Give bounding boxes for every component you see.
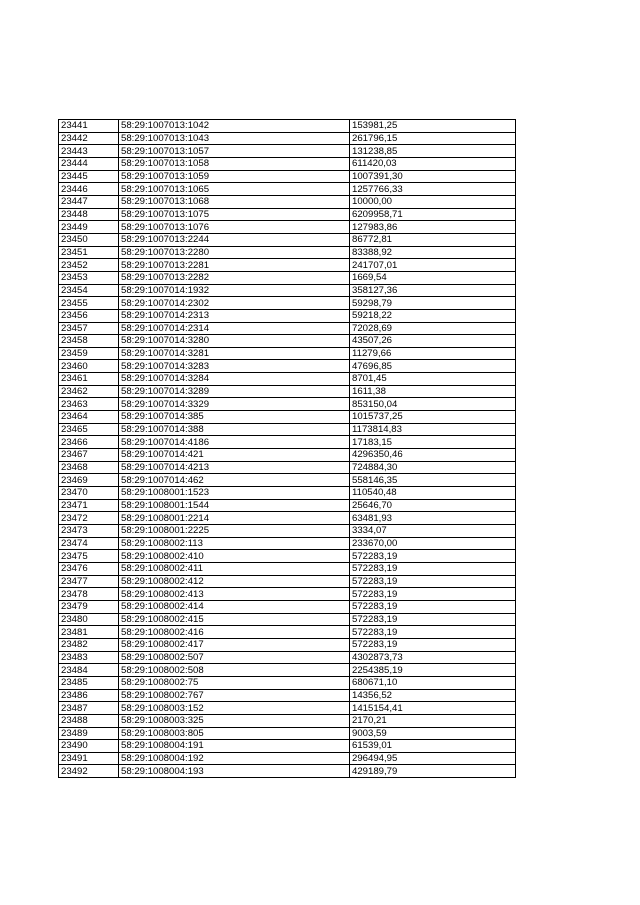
row-number-cell: 23451 <box>59 246 119 259</box>
table-row <box>59 740 516 753</box>
value-cell: 153981,25 <box>350 120 516 133</box>
cadastral-number-cell: 58:29:1007014:4213 <box>119 461 350 474</box>
value-cell: 572283,19 <box>350 600 516 613</box>
row-number-cell: 23445 <box>59 170 119 183</box>
row-number-cell: 23481 <box>59 626 119 639</box>
value-cell: 6209958,71 <box>350 208 516 221</box>
row-number-cell: 23486 <box>59 689 119 702</box>
row-number-cell: 23448 <box>59 208 119 221</box>
row-number-cell: 23473 <box>59 525 119 538</box>
cadastral-number-cell: 58:29:1008002:413 <box>119 588 350 601</box>
table-row <box>59 208 516 221</box>
row-number-cell: 23488 <box>59 714 119 727</box>
table-row <box>59 449 516 462</box>
cadastral-number-cell: 58:29:1008002:411 <box>119 562 350 575</box>
value-cell: 4296350,46 <box>350 449 516 462</box>
value-cell: 1173814,83 <box>350 423 516 436</box>
value-cell: 558146,35 <box>350 474 516 487</box>
table-row <box>59 183 516 196</box>
value-cell: 1669,54 <box>350 271 516 284</box>
data-table <box>58 119 516 778</box>
row-number-cell: 23482 <box>59 638 119 651</box>
table-row <box>59 259 516 272</box>
cadastral-number-cell: 58:29:1007014:462 <box>119 474 350 487</box>
cadastral-number-cell: 58:29:1007013:2280 <box>119 246 350 259</box>
value-cell: 853150,04 <box>350 398 516 411</box>
row-number-cell: 23446 <box>59 183 119 196</box>
row-number-cell: 23469 <box>59 474 119 487</box>
row-number-cell: 23491 <box>59 752 119 765</box>
table-row <box>59 195 516 208</box>
cadastral-number-cell: 58:29:1008002:410 <box>119 550 350 563</box>
value-cell: 72028,69 <box>350 322 516 335</box>
row-number-cell: 23476 <box>59 562 119 575</box>
value-cell: 59298,79 <box>350 297 516 310</box>
cadastral-number-cell: 58:29:1007014:3289 <box>119 385 350 398</box>
value-cell: 611420,03 <box>350 157 516 170</box>
value-cell: 1415154,41 <box>350 702 516 715</box>
cadastral-number-cell: 58:29:1008004:193 <box>119 765 350 778</box>
cadastral-number-cell: 58:29:1007013:1076 <box>119 221 350 234</box>
value-cell: 1015737,25 <box>350 411 516 424</box>
row-number-cell: 23452 <box>59 259 119 272</box>
row-number-cell: 23457 <box>59 322 119 335</box>
value-cell: 61539,01 <box>350 740 516 753</box>
table-row <box>59 411 516 424</box>
cadastral-number-cell: 58:29:1007013:1068 <box>119 195 350 208</box>
table-row <box>59 765 516 778</box>
value-cell: 83388,92 <box>350 246 516 259</box>
value-cell: 47696,85 <box>350 360 516 373</box>
row-number-cell: 23478 <box>59 588 119 601</box>
table-row <box>59 436 516 449</box>
cadastral-number-cell: 58:29:1007014:3280 <box>119 335 350 348</box>
cadastral-number-cell: 58:29:1008002:75 <box>119 676 350 689</box>
value-cell: 1007391,30 <box>350 170 516 183</box>
value-cell: 429189,79 <box>350 765 516 778</box>
value-cell: 86772,81 <box>350 233 516 246</box>
value-cell: 358127,36 <box>350 284 516 297</box>
table-row <box>59 284 516 297</box>
table-row <box>59 335 516 348</box>
cadastral-number-cell: 58:29:1007014:388 <box>119 423 350 436</box>
row-number-cell: 23454 <box>59 284 119 297</box>
row-number-cell: 23484 <box>59 664 119 677</box>
cadastral-number-cell: 58:29:1008001:1523 <box>119 487 350 500</box>
row-number-cell: 23480 <box>59 613 119 626</box>
table-row <box>59 297 516 310</box>
table-row <box>59 588 516 601</box>
row-number-cell: 23472 <box>59 512 119 525</box>
table-row <box>59 676 516 689</box>
cadastral-number-cell: 58:29:1008001:2225 <box>119 525 350 538</box>
row-number-cell: 23477 <box>59 575 119 588</box>
cadastral-number-cell: 58:29:1007014:3284 <box>119 373 350 386</box>
cadastral-number-cell: 58:29:1008002:113 <box>119 537 350 550</box>
table-row <box>59 487 516 500</box>
cadastral-number-cell: 58:29:1007013:2282 <box>119 271 350 284</box>
value-cell: 63481,93 <box>350 512 516 525</box>
value-cell: 261796,15 <box>350 132 516 145</box>
value-cell: 2254385,19 <box>350 664 516 677</box>
value-cell: 17183,15 <box>350 436 516 449</box>
value-cell: 3334,07 <box>350 525 516 538</box>
value-cell: 572283,19 <box>350 550 516 563</box>
table-row <box>59 499 516 512</box>
cadastral-number-cell: 58:29:1008002:417 <box>119 638 350 651</box>
value-cell: 4302873,73 <box>350 651 516 664</box>
table-row <box>59 664 516 677</box>
table-row <box>59 575 516 588</box>
cadastral-number-cell: 58:29:1007013:1065 <box>119 183 350 196</box>
table-row <box>59 752 516 765</box>
cadastral-number-cell: 58:29:1007013:1058 <box>119 157 350 170</box>
table-row <box>59 170 516 183</box>
row-number-cell: 23464 <box>59 411 119 424</box>
cadastral-number-cell: 58:29:1007013:1057 <box>119 145 350 158</box>
table-row <box>59 322 516 335</box>
row-number-cell: 23465 <box>59 423 119 436</box>
row-number-cell: 23468 <box>59 461 119 474</box>
value-cell: 9003,59 <box>350 727 516 740</box>
table-row <box>59 474 516 487</box>
table-row <box>59 373 516 386</box>
table-row <box>59 347 516 360</box>
table-row <box>59 461 516 474</box>
row-number-cell: 23449 <box>59 221 119 234</box>
row-number-cell: 23492 <box>59 765 119 778</box>
cadastral-number-cell: 58:29:1007014:1932 <box>119 284 350 297</box>
value-cell: 572283,19 <box>350 562 516 575</box>
row-number-cell: 23466 <box>59 436 119 449</box>
row-number-cell: 23474 <box>59 537 119 550</box>
table-row <box>59 525 516 538</box>
row-number-cell: 23462 <box>59 385 119 398</box>
value-cell: 572283,19 <box>350 626 516 639</box>
row-number-cell: 23441 <box>59 120 119 133</box>
value-cell: 572283,19 <box>350 588 516 601</box>
value-cell: 10000,00 <box>350 195 516 208</box>
value-cell: 8701,45 <box>350 373 516 386</box>
table-row <box>59 157 516 170</box>
value-cell: 241707,01 <box>350 259 516 272</box>
cadastral-number-cell: 58:29:1007014:2313 <box>119 309 350 322</box>
table-row <box>59 360 516 373</box>
row-number-cell: 23487 <box>59 702 119 715</box>
cadastral-number-cell: 58:29:1008001:1544 <box>119 499 350 512</box>
row-number-cell: 23461 <box>59 373 119 386</box>
cadastral-number-cell: 58:29:1007014:3283 <box>119 360 350 373</box>
cadastral-number-cell: 58:29:1008002:508 <box>119 664 350 677</box>
row-number-cell: 23485 <box>59 676 119 689</box>
row-number-cell: 23489 <box>59 727 119 740</box>
value-cell: 572283,19 <box>350 613 516 626</box>
row-number-cell: 23455 <box>59 297 119 310</box>
value-cell: 724884,30 <box>350 461 516 474</box>
table-row <box>59 550 516 563</box>
value-cell: 572283,19 <box>350 638 516 651</box>
row-number-cell: 23475 <box>59 550 119 563</box>
value-cell: 14356,52 <box>350 689 516 702</box>
table-row <box>59 689 516 702</box>
cadastral-number-cell: 58:29:1008002:412 <box>119 575 350 588</box>
cadastral-number-cell: 58:29:1007013:1043 <box>119 132 350 145</box>
cadastral-number-cell: 58:29:1007014:3281 <box>119 347 350 360</box>
table-row <box>59 145 516 158</box>
row-number-cell: 23463 <box>59 398 119 411</box>
cadastral-number-cell: 58:29:1007014:4186 <box>119 436 350 449</box>
value-cell: 131238,85 <box>350 145 516 158</box>
row-number-cell: 23483 <box>59 651 119 664</box>
table-row <box>59 537 516 550</box>
row-number-cell: 23490 <box>59 740 119 753</box>
value-cell: 11279,66 <box>350 347 516 360</box>
cadastral-number-cell: 58:29:1007014:3329 <box>119 398 350 411</box>
table-row <box>59 385 516 398</box>
value-cell: 1611,38 <box>350 385 516 398</box>
cadastral-number-cell: 58:29:1007014:421 <box>119 449 350 462</box>
table-row <box>59 562 516 575</box>
row-number-cell: 23456 <box>59 309 119 322</box>
table-body <box>59 120 516 778</box>
table-row <box>59 221 516 234</box>
value-cell: 680671,10 <box>350 676 516 689</box>
table-row <box>59 626 516 639</box>
table-row <box>59 600 516 613</box>
value-cell: 233670,00 <box>350 537 516 550</box>
cadastral-number-cell: 58:29:1008003:805 <box>119 727 350 740</box>
value-cell: 127983,86 <box>350 221 516 234</box>
table-row <box>59 132 516 145</box>
row-number-cell: 23450 <box>59 233 119 246</box>
table-row <box>59 638 516 651</box>
table-row <box>59 233 516 246</box>
table-row <box>59 246 516 259</box>
row-number-cell: 23442 <box>59 132 119 145</box>
row-number-cell: 23471 <box>59 499 119 512</box>
row-number-cell: 23479 <box>59 600 119 613</box>
cadastral-number-cell: 58:29:1007013:1059 <box>119 170 350 183</box>
cadastral-number-cell: 58:29:1008001:2214 <box>119 512 350 525</box>
cadastral-number-cell: 58:29:1008002:507 <box>119 651 350 664</box>
cadastral-number-cell: 58:29:1008003:152 <box>119 702 350 715</box>
table-row <box>59 714 516 727</box>
table-row <box>59 271 516 284</box>
cadastral-number-cell: 58:29:1007014:385 <box>119 411 350 424</box>
table-row <box>59 702 516 715</box>
cadastral-number-cell: 58:29:1008002:416 <box>119 626 350 639</box>
cadastral-number-cell: 58:29:1008003:325 <box>119 714 350 727</box>
cadastral-number-cell: 58:29:1008004:192 <box>119 752 350 765</box>
value-cell: 25646,70 <box>350 499 516 512</box>
table-row <box>59 309 516 322</box>
cadastral-number-cell: 58:29:1007014:2302 <box>119 297 350 310</box>
table-row <box>59 423 516 436</box>
table-row <box>59 398 516 411</box>
row-number-cell: 23447 <box>59 195 119 208</box>
value-cell: 296494,95 <box>350 752 516 765</box>
cadastral-number-cell: 58:29:1007013:2281 <box>119 259 350 272</box>
value-cell: 43507,26 <box>350 335 516 348</box>
row-number-cell: 23470 <box>59 487 119 500</box>
cadastral-number-cell: 58:29:1007014:2314 <box>119 322 350 335</box>
table-row <box>59 120 516 133</box>
value-cell: 2170,21 <box>350 714 516 727</box>
row-number-cell: 23459 <box>59 347 119 360</box>
value-cell: 110540,48 <box>350 487 516 500</box>
table-row <box>59 512 516 525</box>
cadastral-number-cell: 58:29:1008002:414 <box>119 600 350 613</box>
value-cell: 59218,22 <box>350 309 516 322</box>
row-number-cell: 23460 <box>59 360 119 373</box>
row-number-cell: 23453 <box>59 271 119 284</box>
row-number-cell: 23458 <box>59 335 119 348</box>
value-cell: 1257766,33 <box>350 183 516 196</box>
row-number-cell: 23443 <box>59 145 119 158</box>
table-row <box>59 613 516 626</box>
row-number-cell: 23467 <box>59 449 119 462</box>
table-row <box>59 727 516 740</box>
cadastral-number-cell: 58:29:1007013:1042 <box>119 120 350 133</box>
cadastral-number-cell: 58:29:1007013:2244 <box>119 233 350 246</box>
value-cell: 572283,19 <box>350 575 516 588</box>
cadastral-number-cell: 58:29:1008002:415 <box>119 613 350 626</box>
table-row <box>59 651 516 664</box>
cadastral-number-cell: 58:29:1008004:191 <box>119 740 350 753</box>
cadastral-number-cell: 58:29:1007013:1075 <box>119 208 350 221</box>
cadastral-number-cell: 58:29:1008002:767 <box>119 689 350 702</box>
row-number-cell: 23444 <box>59 157 119 170</box>
